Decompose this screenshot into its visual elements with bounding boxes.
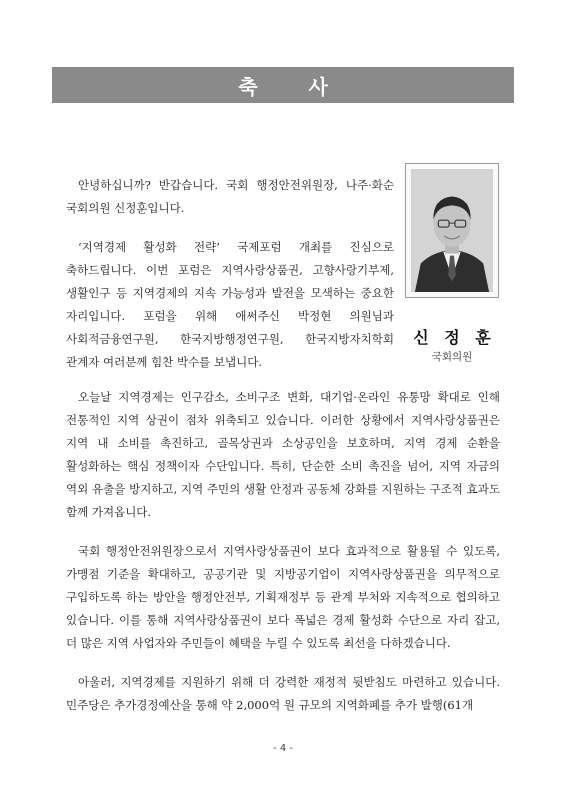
body-paragraph-5: 아울러, 지역경제를 지원하기 위해 더 강력한 재정적 뒷받침도 마련하고 있습니다. 민주당은 추가경정예산을 통해 약 2,000억 원 규모의 지역화폐를 추가 발행(61개	[66, 675, 500, 712]
page-title: 축 사	[238, 74, 350, 99]
body-paragraph-3: 오늘날 지역경제는 인구감소, 소비구조 변화, 대기업·온라인 유통망 확대로 인해 전통적인 지역 상권이 점차 위축되고 있습니다. 이러한 상황에서 지역사랑상품권은 지역 내 소비를 촉진하고, 골목상권과 소상공인을 보호하며, 지역 경제 순환을 활성화하는 핵심 정책이자 수단입니다. 특히, 단순한 소비 촉진을 넘어, 지역 자금의 역외 유출을 방지하고, 지역 주민의 생활 안정과 공동체 강화를 지원하는 구조적 효과도 함께 가져옵니다.	[66, 390, 500, 519]
portrait-image	[411, 169, 493, 292]
signature-name: 신 정 훈	[413, 328, 496, 347]
portrait-photo	[411, 169, 493, 292]
body-paragraph-4: 국회 행정안전위원장으로서 지역사랑상품권이 보다 효과적으로 활용될 수 있도록, 가맹점 기준을 확대하고, 공공기관 및 지방공기업이 지역사랑상품권을 의무적으로 구입하도록 하는 방안을 행정안전부, 기획재정부 등 관계 부처와 지속적으로 협의하고 있습니다. 이를 통해 지역사랑상품권이 보다 폭넓은 경제 활성화 수단으로 자리 잡고, 더 많은 지역 사업자와 주민들이 혜택을 누릴 수 있도록 최선을 다하겠습니다.	[66, 544, 500, 650]
title-bar	[52, 67, 514, 103]
body-paragraph-1: 안녕하십니까? 반갑습니다. 국회 행정안전위원장, 나주·화순 국회의원 신정훈입니다.	[66, 178, 394, 215]
portrait-photo-frame	[405, 163, 499, 298]
signature-role: 국회의원	[431, 351, 473, 363]
body-paragraph-2: ‘지역경제 활성화 전략’ 국제포럼 개최를 진심으로 축하드립니다. 이번 포럼은 지역사랑상품권, 고향사랑기부제, 생활인구 등 지역경제의 지속 가능성과 발전을 모색하는 중요한 자리입니다. 포럼을 위해 애써주신 박정현 의원님과 사회적금융연구원, 한국지방행정연구원, 한국지방자치학회 관계자 여러분께 힘찬 박수를 보냅니다.	[66, 240, 394, 369]
page-number: - 4 -	[273, 743, 293, 754]
